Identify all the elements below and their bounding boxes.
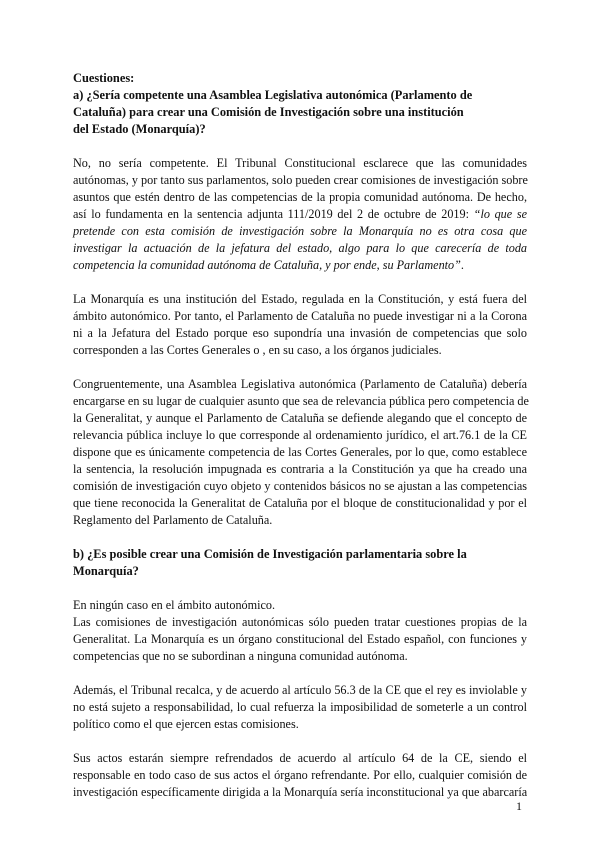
text-line: La Monarquía es una institución del Estado, regulada en la Constitución, y está fuera del <box>73 292 527 306</box>
text-line: que tiene reconocida la Generalitat de Cataluña por el bloque de constitucionalidad y por el <box>73 496 527 510</box>
text-line: Generalitat. La Monarquía es un órgano constitucional del Estado español, con funciones y <box>73 632 527 646</box>
text-line: relevancia pública incluye lo que corresponde al ordenamiento jurídico, el art.76.1 de la CE <box>73 428 527 442</box>
text-line: Además, el Tribunal recalca, y de acuerdo al artículo 56.3 de la CE que el rey es inviolable y <box>73 683 527 697</box>
text-line: no está sujeto a responsabilidad, lo cual refuerza la imposibilidad de someterle a un control <box>73 700 527 714</box>
answer-a-paragraph-2 <box>73 291 527 359</box>
text-line: Sus actos estarán siempre refrendados de acuerdo al artículo 64 de la CE, siendo el <box>73 751 527 765</box>
document-body <box>73 70 527 801</box>
text-line: la Generalitat, y aunque el Parlamento de Cataluña se defiende alegando que el concepto de <box>73 411 527 425</box>
text-fragment: así lo fundamenta en la sentencia adjunta 111/2019 del 2 de octubre de 2019: <box>73 207 474 221</box>
text-line: encargarse en su lugar de cualquier asunto que sea de relevancia pública pero competencia de <box>73 394 529 408</box>
question-a-line: a) ¿Sería competente una Asamblea Legislativa autonómica (Parlamento de <box>73 88 473 102</box>
text-line: político como el que ejercen estas comisiones. <box>73 717 299 731</box>
text-line: corresponden a las Cortes Generales o , en su caso, a los órganos judiciales. <box>73 343 442 357</box>
questions-heading <box>73 70 527 138</box>
cuestiones-label: Cuestiones: <box>73 71 135 85</box>
answer-b-paragraph-1 <box>73 597 527 665</box>
text-line <box>73 206 527 223</box>
question-a-line: Cataluña) para crear una Comisión de Investigación sobre una institución <box>73 105 464 119</box>
answer-b-paragraph-3 <box>73 750 527 801</box>
question-b-line: Monarquía? <box>73 564 139 578</box>
question-a-line: del Estado (Monarquía)? <box>73 122 206 136</box>
text-line: autónomas, y por tanto sus parlamentos, solo pueden crear comisiones de investigación sobre <box>73 173 528 187</box>
quote-line: pretende con esta comisión de investigación sobre la Monarquía no es otra cosa que <box>73 224 527 238</box>
text-line: comisión de investigación cuyo objeto y contenidos básicos no se ajustan a las competencias <box>73 479 527 493</box>
answer-a-paragraph-1 <box>73 155 527 274</box>
page-number: 1 <box>516 799 522 813</box>
text-line: Congruentemente, una Asamblea Legislativa autonómica (Parlamento de Cataluña) debería <box>73 377 527 391</box>
text-fragment: . <box>460 258 464 272</box>
text-line: responsable en todo caso de sus actos el órgano refrendante. Por ello, cualquier comisión de <box>73 768 527 782</box>
text-line: asuntos que estén dentro de las competencias de la propia comunidad autónoma. De hecho, <box>73 190 527 204</box>
text-line: la sentencia, la resolución impugnada es contraria a la Constitución ya que ha creado una <box>73 462 527 476</box>
text-line <box>73 257 527 274</box>
answer-b-paragraph-2 <box>73 682 527 733</box>
text-line: Reglamento del Parlamento de Cataluña. <box>73 513 273 527</box>
quote-fragment: competencia la comunidad autónoma de Cataluña, y por ende, su Parlamento” <box>73 258 461 272</box>
answer-a-paragraph-3 <box>73 376 527 529</box>
text-line: investigación específicamente dirigida a la Monarquía sería inconstitucional ya que abarcaría <box>73 785 528 799</box>
text-line: ámbito autonómico. Por tanto, el Parlamento de Cataluña no puede investigar ni a la Corona <box>73 309 527 323</box>
question-b-line: b) ¿Es posible crear una Comisión de Investigación parlamentaria sobre la <box>73 547 467 561</box>
text-line: Las comisiones de investigación autonómicas sólo pueden tratar cuestiones propias de la <box>73 615 527 629</box>
text-line: En ningún caso en el ámbito autonómico. <box>73 598 276 612</box>
text-line: No, no sería competente. El Tribunal Constitucional esclarece que las comunidades <box>73 156 527 170</box>
quote-fragment: “lo que se <box>473 207 527 221</box>
quote-line: investigar la actuación de la jefatura del estado, algo para lo que carecería de toda <box>73 241 527 255</box>
text-line: competencias que no se subordinan a ninguna comunidad autónoma. <box>73 649 408 663</box>
text-line: ni a la Jefatura del Estado porque eso supondría una invasión de competencias que solo <box>73 326 527 340</box>
text-line: dispone que es únicamente competencia de las Cortes Generales, por lo que, como establece <box>73 445 527 459</box>
question-b-heading <box>73 546 527 580</box>
